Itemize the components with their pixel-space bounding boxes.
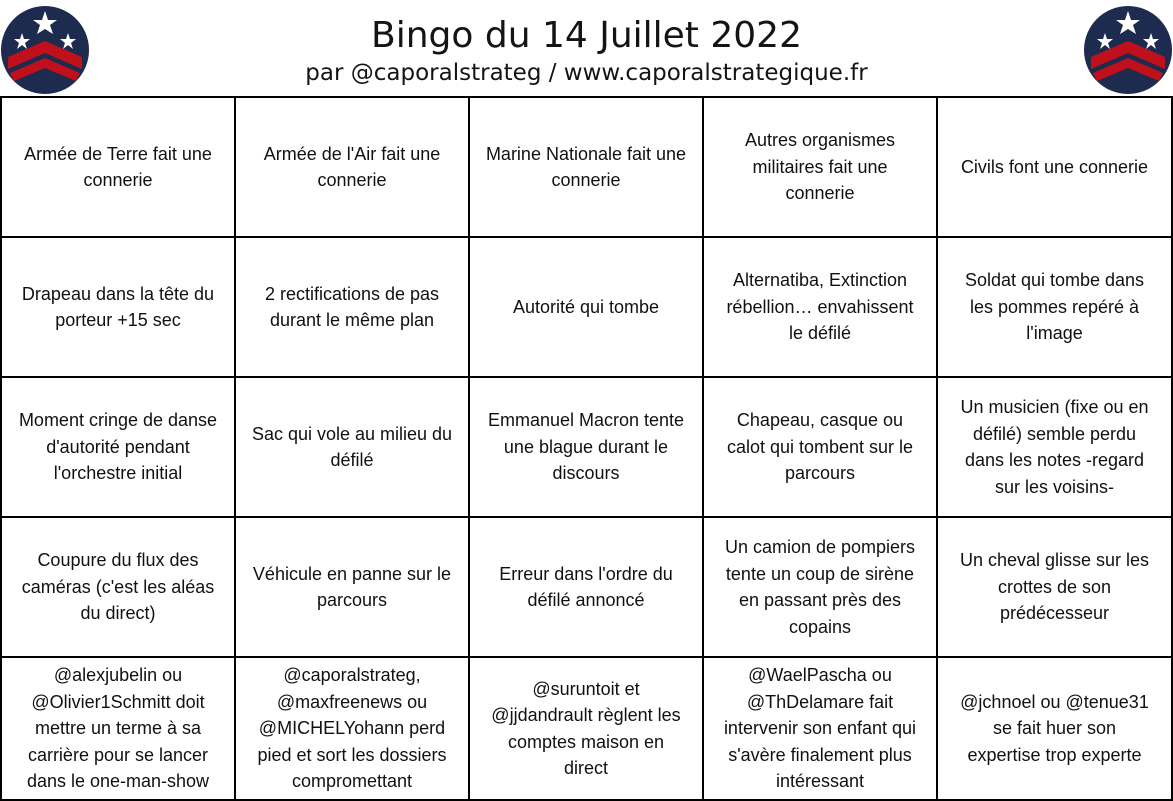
header xyxy=(0,0,1173,97)
bingo-cell[interactable] xyxy=(2,98,236,238)
bingo-cell-text: @caporalstrateg, @maxfreenews ou @MICHELYohann perd pied et sort les dossiers compromettant xyxy=(257,665,447,792)
bingo-cell-text: Erreur dans l'ordre du défilé annoncé xyxy=(499,563,673,610)
bingo-grid xyxy=(0,96,1173,801)
bingo-cell[interactable] xyxy=(704,238,938,378)
bingo-cell-text: Coupure du flux des caméras (c'est les aléas du direct) xyxy=(21,550,215,624)
bingo-cell-text: Autres organismes militaires fait une connerie xyxy=(744,130,896,204)
bingo-cell[interactable] xyxy=(236,518,470,658)
bingo-cell[interactable] xyxy=(236,238,470,378)
bingo-cell[interactable] xyxy=(470,658,704,801)
bingo-cell[interactable] xyxy=(2,518,236,658)
bingo-cell[interactable] xyxy=(2,378,236,518)
bingo-cell-text: Civils font une connerie xyxy=(960,156,1149,177)
bingo-cell-text: Autorité qui tombe xyxy=(512,296,660,317)
bingo-cell[interactable] xyxy=(470,238,704,378)
bingo-cell[interactable] xyxy=(704,518,938,658)
bingo-cell[interactable] xyxy=(704,378,938,518)
bingo-cell-text: Soldat qui tombe dans les pommes repéré à l'image xyxy=(964,270,1145,344)
bingo-cell[interactable] xyxy=(704,658,938,801)
bingo-cell[interactable] xyxy=(2,658,236,801)
bingo-cell[interactable] xyxy=(2,238,236,378)
bingo-cell-text: Un musicien (fixe ou en défilé) semble perdu dans les notes -regard sur les voisins- xyxy=(960,397,1149,497)
bingo-cell-text: Moment cringe de danse d'autorité pendant l'orchestre initial xyxy=(18,410,218,484)
bingo-cell[interactable] xyxy=(938,98,1173,238)
bingo-cell-text: Un cheval glisse sur les crottes de son prédécesseur xyxy=(959,550,1150,624)
bingo-cell-text: Alternatiba, Extinction rébellion… envahissent le défilé xyxy=(726,270,914,344)
bingo-cell[interactable] xyxy=(938,238,1173,378)
bingo-cell[interactable] xyxy=(236,378,470,518)
bingo-cell-text: Drapeau dans la tête du porteur +15 sec xyxy=(21,283,215,330)
bingo-cell[interactable] xyxy=(470,378,704,518)
bingo-cell-text: Marine Nationale fait une connerie xyxy=(485,143,687,190)
bingo-cell-text: Armée de Terre fait une connerie xyxy=(24,143,212,190)
bingo-cell[interactable] xyxy=(938,518,1173,658)
bingo-cell[interactable] xyxy=(470,98,704,238)
bingo-cell-text: Sac qui vole au milieu du défilé xyxy=(251,423,453,470)
bingo-cell[interactable] xyxy=(236,658,470,801)
bingo-cell[interactable] xyxy=(470,518,704,658)
bingo-cell-text: Un camion de pompiers tente un coup de sirène en passant près des copains xyxy=(724,537,916,637)
military-insignia-logo-right xyxy=(1083,5,1173,95)
bingo-cell[interactable] xyxy=(704,98,938,238)
bingo-cell-text: Emmanuel Macron tente une blague durant le discours xyxy=(487,410,685,484)
bingo-cell-text: Armée de l'Air fait une connerie xyxy=(263,143,441,190)
bingo-cell-text: Véhicule en panne sur le parcours xyxy=(252,563,452,610)
bingo-cell-text: @alexjubelin ou @Olivier1Schmitt doit mettre un terme à sa carrière pour se lancer dans le one-man-show xyxy=(26,665,210,792)
page-subtitle: par @caporalstrateg / www.caporalstrategique.fr xyxy=(305,60,868,86)
bingo-cell-text: 2 rectifications de pas durant le même plan xyxy=(264,283,440,330)
bingo-cell[interactable] xyxy=(938,378,1173,518)
bingo-cell-text: @WaelPascha ou @ThDelamare fait intervenir son enfant qui s'avère finalement plus intéressant xyxy=(723,665,917,792)
bingo-cell-text: @jchnoel ou @tenue31 se fait huer son expertise trop experte xyxy=(960,691,1149,765)
page-title: Bingo du 14 Juillet 2022 xyxy=(371,15,802,56)
bingo-cell[interactable] xyxy=(236,98,470,238)
bingo-cell-text: @suruntoit et @jjdandrault règlent les comptes maison en direct xyxy=(491,678,681,778)
bingo-cell[interactable] xyxy=(938,658,1173,801)
bingo-cell-text: Chapeau, casque ou calot qui tombent sur le parcours xyxy=(726,410,914,484)
